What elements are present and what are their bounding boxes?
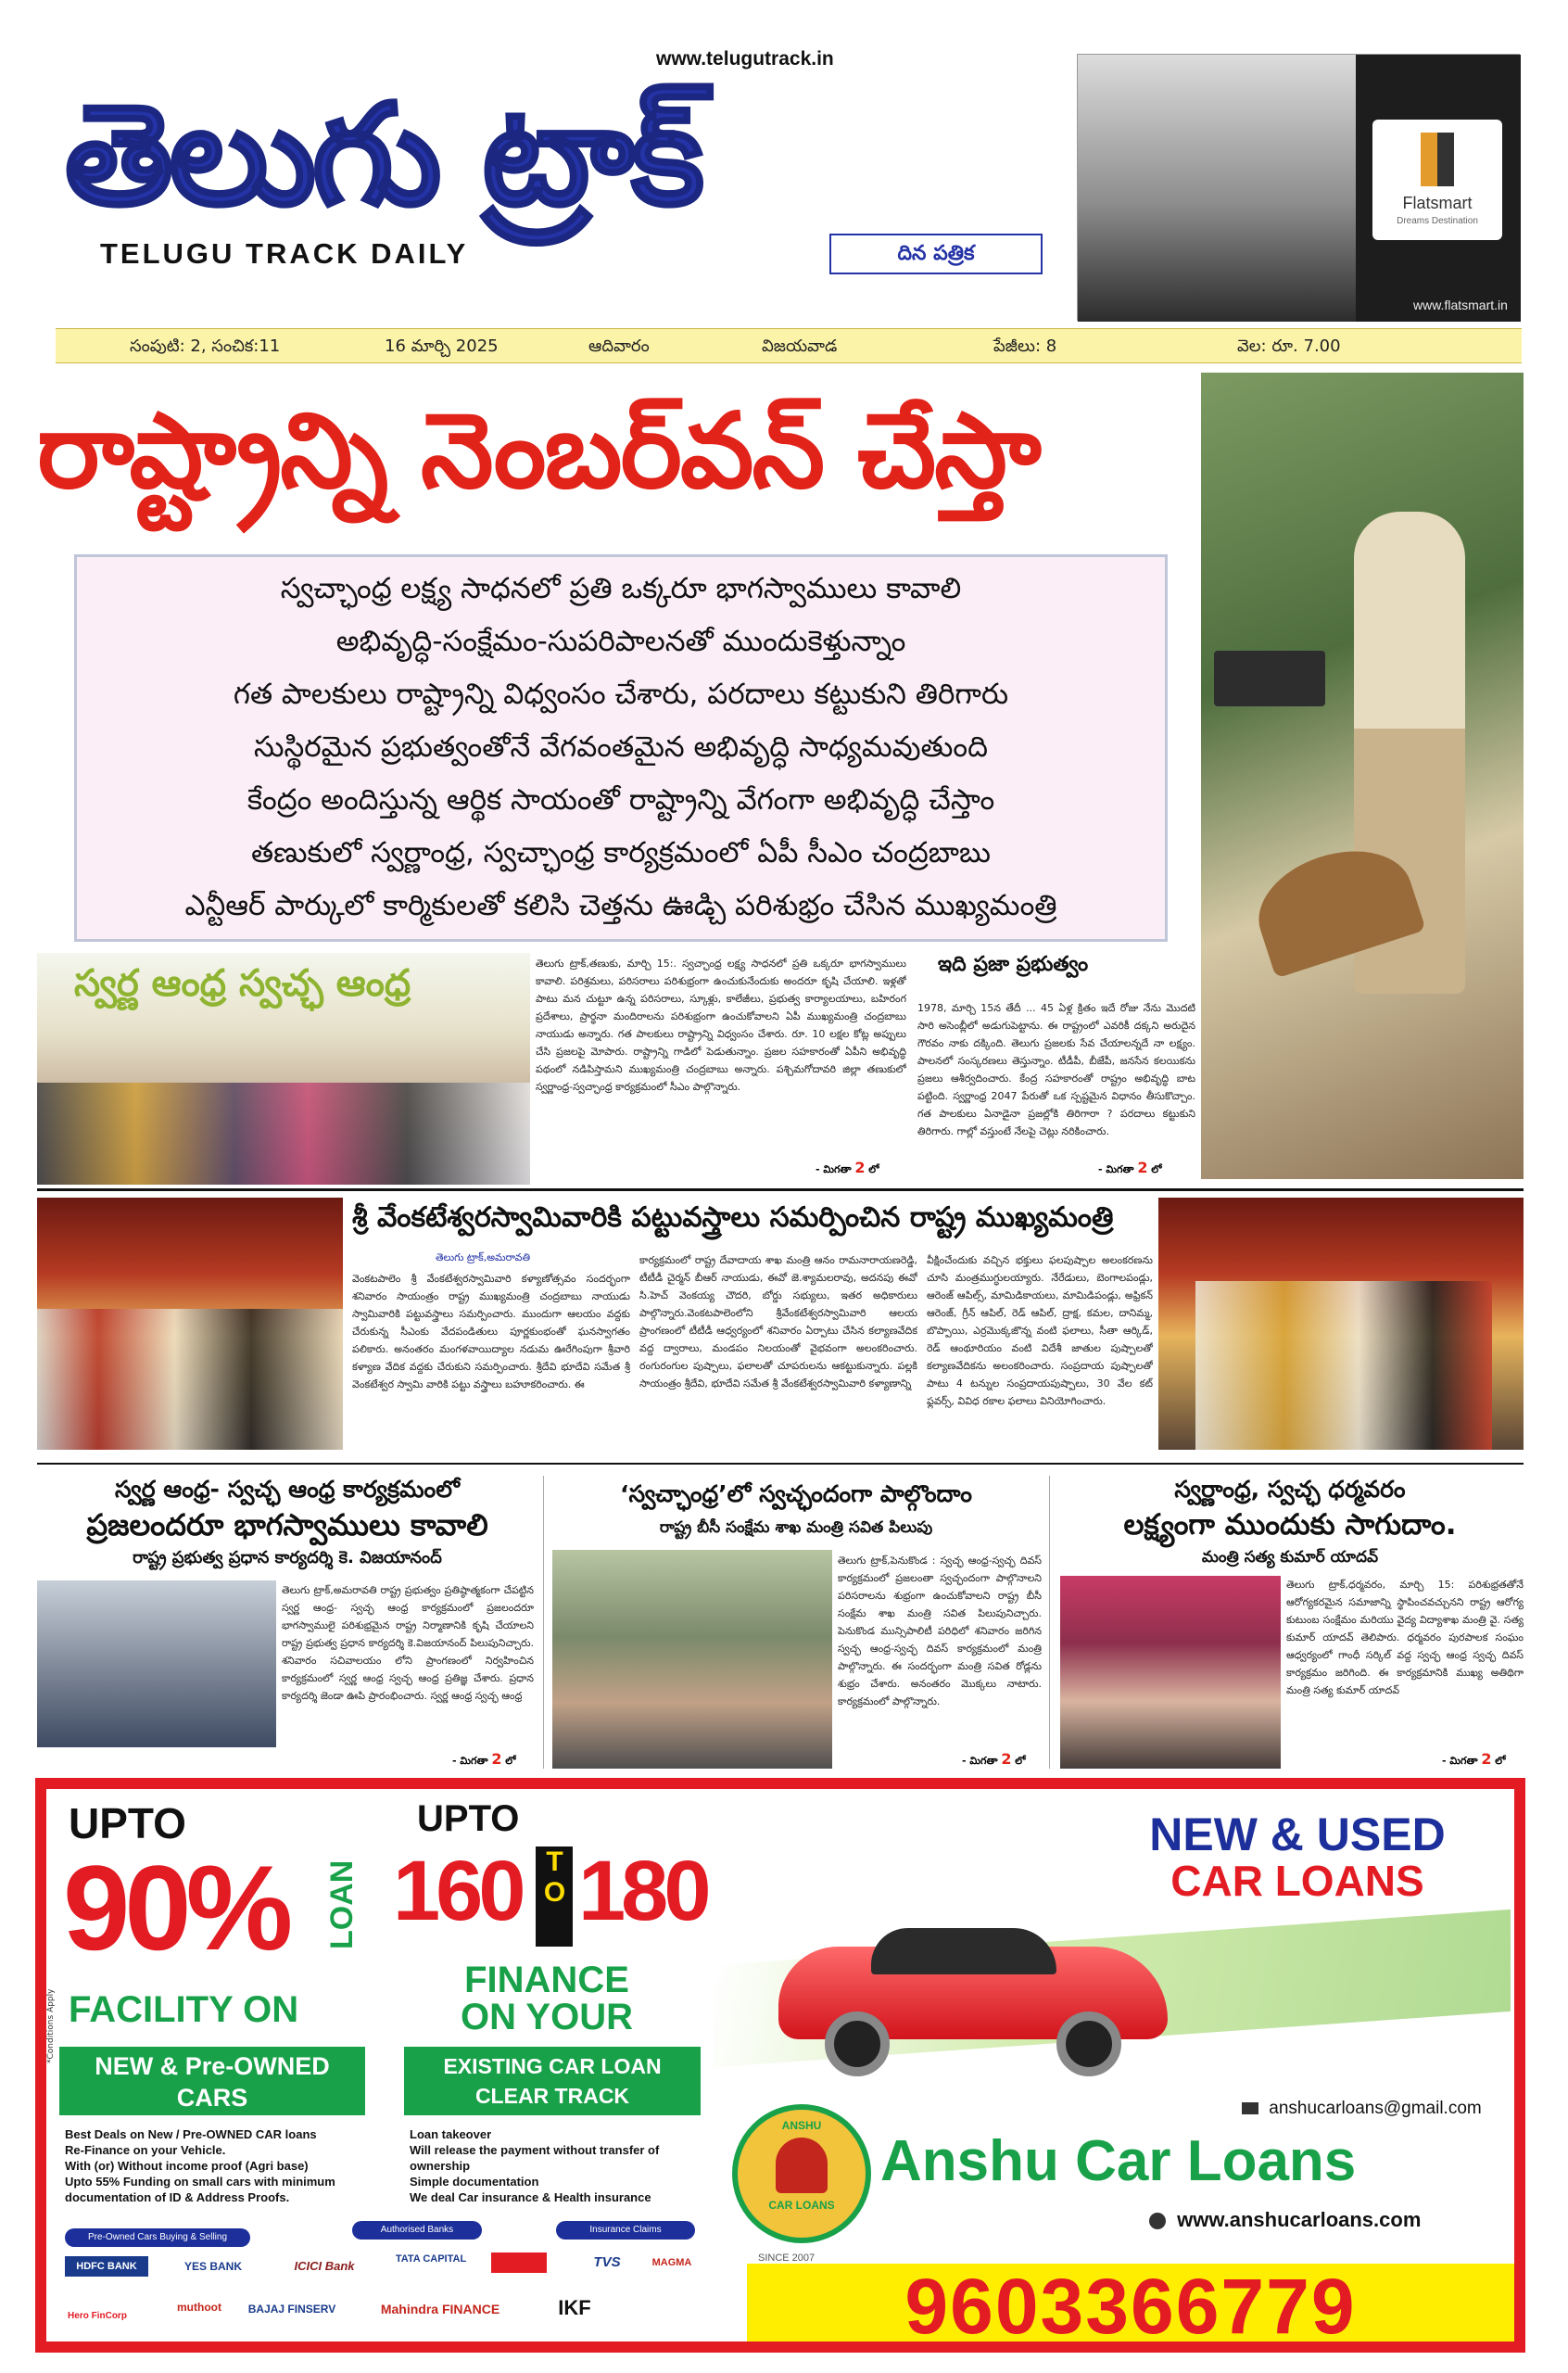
- flatsmart-ad[interactable]: [1077, 54, 1520, 321]
- side-title: ఇది ప్రజా ప్రభుత్వం: [938, 953, 1089, 976]
- since-label: SINCE 2007: [758, 2252, 816, 2264]
- story-3-headline: [1056, 1474, 1524, 1570]
- tab-insurance: Insurance Claims: [556, 2221, 695, 2240]
- brand-name: Anshu Car Loans: [880, 2129, 1357, 2193]
- tab-banks: Authorised Banks: [352, 2221, 482, 2240]
- bullet-item: Best Deals on New / Pre-OWNED CAR loans: [65, 2127, 317, 2141]
- lead-point: గత పాలకులు రాష్ట్రాన్ని విధ్వంసం చేశారు, పరదాలు కట్టుకుని తిరిగారు: [233, 678, 1009, 711]
- info-date: 16 మార్చి 2025: [385, 336, 499, 356]
- lead-point: కేంద్రం అందిస్తున్న ఆర్థిక సాయంతో రాష్ట్రాన్ని వేగంగా అభివృద్ధి చేస్తాం: [247, 783, 995, 817]
- flatsmart-url[interactable]: www.flatsmart.in: [1413, 298, 1508, 312]
- story-1-sub: రాష్ట్ర ప్రభుత్వ ప్రధాన కార్యదర్శి కె. విజయానంద్: [133, 1548, 442, 1567]
- lead-point: అభివృద్ధి-సంక్షేమం-సుపరిపాలనతో ముందుకెళ్తున్నాం: [335, 625, 906, 658]
- bullet-item: Upto 55% Funding on small cars with minimum documentation of ID & Address Proofs.: [65, 2175, 335, 2204]
- seal-bottom: CAR LOANS: [768, 2199, 835, 2212]
- mid-bullets: [410, 2126, 688, 2205]
- bullet-item: Will release the payment without transfer of ownership: [410, 2143, 660, 2173]
- left-bullets: [65, 2126, 371, 2205]
- email[interactable]: [1242, 2099, 1482, 2119]
- temple-col-1: వెంకటపాలెం శ్రీ వేంకటేశ్వరస్వామివారి కళ్యాణోత్సవం సందర్భంగా శనివారం సాయంత్రం రాష్ట్ర ముఖ్యమంత్రి చంద్రబాబు నాయుడు స్వామివారికి పట్టువస్త్రాలు సమర్పించారు. ముందుగా ఆలయం వద్దకు చేరుకున్న సీఎంకు వేదపండితులు పూర్ణకుంభంతో ఘనస్వాగతం పలికారు. అనంతరం మంగళవాయిద్యాల నడుమ ఊరేగింపుగా శ్రీవారి కళ్యాణ వేదిక వద్దకు చేరుకుని సమర్పించారు. శ్రీదేవి భూదేవి సమేత శ్రీ వెంకటేశ్వర స్వామి వారికి పట్టు వస్త్రాలు బహూకరించారు. ఈ: [352, 1273, 630, 1390]
- info-bar: [56, 328, 1522, 363]
- building-icon: [1421, 133, 1454, 186]
- website[interactable]: [1149, 2208, 1421, 2232]
- story-3-sub: మంత్రి సత్య కుమార్ యాదవ్: [1201, 1548, 1379, 1567]
- info-pages: పేజీలు: 8: [993, 336, 1057, 356]
- partner-logo: ICICI Bank: [294, 2259, 355, 2273]
- seal-top: ANSHU: [781, 2119, 822, 2132]
- priests-shape: [1195, 1281, 1492, 1450]
- story-1-more[interactable]: - మిగతా 2 లో: [452, 1750, 516, 1768]
- lead-body: తెలుగు ట్రాక్,తణుకు, మార్చి 15:. స్వచ్ఛాంధ్ర లక్ష్య సాధనలో ప్రతి ఒక్కరూ భాగస్వాములు కావాలి. పరిశ్రమలు, పరిసరాలు పరిశుభ్రంగా ఉంచుకునేందుకు అందరూ కృషి చేయాలి. ఇళ్లతో పాటు మన చుట్టూ ఉన్న పరిసరాలు, స్కూళ్లు, కాలేజీలు, ప్రభుత్వ కార్యాలయాలు, బహిరంగ ప్రదేశాలు, ప్రార్థనా మందిరాలను పరిశుభ్రంగా ఉంచుకోవాలని ఏపీ ముఖ్యమంత్రి చంద్రబాబు నాయుడు అన్నారు. గత పాలకులు రాష్ట్రాన్ని విధ్వంసం చేశారు. రూ. 10 లక్షల కోట్ల అప్పులు చేసి ప్రజలపై మోపారు. రాష్ట్రాన్ని గాడిలో పెడుతున్నాం. ప్రజల సహకారంతో ఏపీని అభివృద్ధి పథంలో నడిపిస్తామని ముఖ్యమంత్రి చంద్రబాబు అన్నారు. పశ్చిమగోదావరి జిల్లా తణుకులో స్వర్ణాంధ్ర-స్వచ్ఛాంధ్ర కార్యక్రమంలో సీఎం పాల్గొన్నారు.: [536, 958, 906, 1093]
- temple-headline: శ్రీ వేంకటేశ్వరస్వామివారికి పట్టువస్త్రాలు సమర్పించిన రాష్ట్ర ముఖ్యమంత్రి: [352, 1201, 1114, 1234]
- story-2-headline: [550, 1474, 1042, 1541]
- temple-photo-left: [37, 1198, 343, 1450]
- email-text: anshucarloans@gmail.com: [1269, 2099, 1482, 2118]
- story-2-more[interactable]: - మిగతా 2 లో: [962, 1750, 1026, 1768]
- range-to: TO: [539, 1846, 570, 1908]
- partner-logo: IKF: [558, 2296, 591, 2319]
- bullet-item: Simple documentation: [410, 2175, 539, 2189]
- bullet-item: Loan takeover: [410, 2127, 492, 2141]
- bullet-item: We deal Car insurance & Health insurance: [410, 2190, 651, 2204]
- partner-logo-red: [491, 2252, 547, 2273]
- stage-crowd: [37, 1083, 530, 1185]
- story-3-more[interactable]: - మిగతా 2 లో: [1442, 1750, 1506, 1768]
- partner-logo: HDFC BANK: [65, 2256, 148, 2277]
- story-1-line-1: స్వర్ణ ఆంధ్ర- స్వచ్ఛ ఆంధ్ర కార్యక్రమంలో: [115, 1476, 460, 1503]
- partner-logo: TVS: [593, 2254, 621, 2270]
- info-day: ఆదివారం: [588, 336, 650, 356]
- story-2-photo: [552, 1550, 832, 1769]
- cm-sweeping-photo: [1201, 373, 1524, 1179]
- info-volume: సంపుటి: 2, సంచిక:11: [130, 336, 281, 356]
- phone-box[interactable]: [747, 2264, 1514, 2349]
- flatsmart-brand: Flatsmart: [1402, 194, 1473, 212]
- column-rule: [543, 1476, 544, 1769]
- temple-col-2: కార్యక్రమంలో రాష్ట్ర దేవాదాయ శాఖ మంత్రి ఆనం రామనారాయణరెడ్డి, టీటీడీ చైర్మన్ బీఆర్ నాయుడు, ఈవో జె.శ్యామలరావు, అదనపు ఈవో సి.హెచ్ వెంకయ్య చౌదరి, బోర్డు సభ్యులు, ఇతర అధికారులు పాల్గొన్నారు.వెంకటపాలెంలోని శ్రీవేంకటేశ్వరస్వామివారి ఆలయ ప్రాంగణంలో టీటీడీ ఆధ్వర్యంలో శనివారం ఏర్పాటు చేసిన కల్యాణవేదిక వద్ద ద్వారాలు, మండపం నిలయంతో వైభవంగా అలంకరించారు. రంగురంగుల పుష్పాలు, ఫలాలతో చూపరులను ఆకట్టుకున్నారు. పల్లకి సాయంత్రం శ్రీదేవి, భూదేవి సమేత శ్రీ వేంకటేశ్వరస్వామివారి కళ్యాణాన్ని: [639, 1254, 917, 1390]
- mail-icon: [1242, 2102, 1258, 2114]
- divider: [37, 1188, 1524, 1191]
- info-city: విజయవాడ: [762, 336, 838, 356]
- temple-photo-right: [1158, 1198, 1524, 1450]
- story-1-headline: [37, 1474, 537, 1572]
- bullet-item: Re-Finance on your Vehicle.: [65, 2143, 226, 2157]
- ninety-percent: 90%: [63, 1840, 288, 1975]
- website-text: www.anshucarloans.com: [1177, 2208, 1422, 2231]
- new-preowned-box: NEW & Pre-OWNED CARS: [59, 2047, 365, 2115]
- stage-banner: స్వర్ణ ఆంధ్ర స్వచ్ఛ ఆంధ్ర: [74, 962, 411, 1005]
- stage-event-photo: [37, 953, 530, 1185]
- partner-logo: TATA CAPITAL: [395, 2253, 467, 2265]
- partner-logo: YES BANK: [183, 2260, 242, 2273]
- partner-logo: MAGMA: [651, 2257, 692, 2268]
- car-loans-heading: CAR LOANS: [1170, 1857, 1424, 1905]
- story-3-line-1: స్వర్ణాంధ్ర, స్వచ్ఛ ధర్మవరం: [1174, 1476, 1406, 1503]
- car-loan-ad[interactable]: [35, 1778, 1525, 2353]
- info-price: వెల: రూ. 7.00: [1237, 336, 1341, 356]
- lead-point: స్వచ్ఛాంధ్ర లక్ష్య సాధనలో ప్రతి ఒక్కరూ భాగస్వాములు కావాలి: [280, 572, 962, 605]
- tab-preowned: Pre-Owned Cars Buying & Selling: [65, 2228, 250, 2247]
- lead-headline: రాష్ట్రాన్ని నెంబర్‌వన్ చేస్తా: [37, 391, 1040, 512]
- masthead: [0, 0, 1568, 324]
- seal-emblem-icon: [776, 2138, 828, 2193]
- story-3-body: తెలుగు ట్రాక్,ధర్మవరం, మార్చి 15: పరిశుభ్రతతోనే ఆరోగ్యకరమైన సమాజాన్ని స్థాపించవచ్చునని రాష్ట్ర ఆరోగ్య కుటుంబ సంక్షేమం మరియు వైద్య విద్యాశాఖ మంత్రి వై. సత్య కుమార్ యాదవ్ తెలిపారు. ధర్మవరం పురపాలక సంఘం ఆధ్వర్యంలో గాంధీ సర్కిల్ వద్ద స్వచ్ఛ ఆంధ్ర స్వచ్ఛ దివస్ కార్యక్రమం జరిగింది. ఈ కార్యక్రమానికి ముఖ్య అతిథిగా మంత్రి సత్య కుమార్ యాదవ్: [1286, 1579, 1524, 1696]
- column-rule: [1049, 1476, 1050, 1769]
- globe-icon: [1149, 2213, 1166, 2229]
- side-more[interactable]: - మిగతా 2 లో: [1098, 1159, 1162, 1176]
- lead-more[interactable]: - మిగతా 2 లో: [816, 1159, 879, 1176]
- car-wheel: [1056, 2011, 1121, 2076]
- masthead-url[interactable]: www.telugutrack.in: [656, 48, 834, 70]
- story-3-photo: [1060, 1576, 1281, 1769]
- lead-points-box: [74, 554, 1168, 942]
- story-3-line-2: లక్ష్యంగా ముందుకు సాగుదాం.: [1123, 1508, 1457, 1542]
- car-image: [760, 1891, 1186, 2076]
- temple-dateline: తెలుగు ట్రాక్,అమరావతి: [436, 1251, 531, 1263]
- car-window: [871, 1928, 1056, 1974]
- phone-number: 9603366779: [904, 2263, 1357, 2350]
- flatsmart-logo-box: [1372, 120, 1502, 240]
- upto-label: UPTO: [69, 1799, 186, 1847]
- partner-logo: Mahindra FINANCE: [380, 2302, 500, 2316]
- existing-loan-box: EXISTING CAR LOAN CLEAR TRACK: [404, 2047, 701, 2115]
- divider: [37, 1463, 1524, 1465]
- masthead-tagline: దిన పత్రిక: [829, 234, 1043, 274]
- story-2-sub: రాష్ట్ర బీసీ సంక్షేమ శాఖ మంత్రి సవిత పిలుపు: [659, 1518, 933, 1537]
- city-skyline-image: [1078, 55, 1356, 322]
- range-end: 180: [578, 1844, 707, 1938]
- loan-vertical-label: LOAN: [324, 1859, 360, 1950]
- conditions-note: *Conditions Apply: [46, 1988, 56, 2063]
- bench-shape: [1214, 651, 1325, 706]
- masthead-title: తెలుగు ట్రాక్: [65, 75, 701, 236]
- range-to-box: [536, 1846, 573, 1947]
- story-2-line-1: ‘స్వచ్ఛాంధ్ర’లో స్వచ్ఛందంగా పాల్గొందాం: [620, 1480, 972, 1507]
- anshu-seal: [732, 2104, 871, 2243]
- partner-logo: Hero FinCorp: [68, 2311, 127, 2321]
- side-body: 1978, మార్చి 15న తేదీ ... 45 ఏళ్ల క్రితం ఇదే రోజు నేను మొదటి సారి అసెంబ్లీలో అడుగుపెట్టాను. ఈ రాష్ట్రంలో ఎవరికీ దక్కని అరుదైన గౌరవం నాకు దక్కింది. తెలుగు ప్రజలకు సేవ చేయాలన్నదే నా లక్ష్యం. పాలనలో సంస్కరణలు తెస్తున్నాం. టీడీపీ, బీజేపీ, జనసేన కలయికను ప్రజలు ఆశీర్వదించారు. కేంద్ర సహకారంతో రాష్ట్రం అభివృద్ధి బాట పట్టింది. స్వర్ణాంధ్ర 2047 పేరుతో ఒక స్పష్టమైన విధానం తీసుకొచ్చాం. గత పాలకులు ఏనాడైనా ప్రజల్లోకి తిరిగారా ? పరదాలు కట్టుకుని తిరిగారు. గాల్లో వస్తుంటే నేలపై చెట్లు నరికించారు.: [917, 1002, 1195, 1137]
- partner-logo: BAJAJ FINSERV: [247, 2303, 336, 2316]
- masthead-english-name: TELUGU TRACK DAILY: [100, 237, 469, 270]
- story-1-line-2: ప్రజలందరూ భాగస్వాములు కావాలి: [86, 1507, 488, 1542]
- finance-on-your: FINANCE ON YOUR: [461, 1960, 633, 2037]
- partner-logo: muthoot: [177, 2301, 221, 2314]
- bullet-item: With (or) Without income proof (Agri base): [65, 2159, 309, 2173]
- car-wheel: [825, 2011, 890, 2076]
- crowd-shape: [37, 1309, 343, 1450]
- lead-point: సుస్థిరమైన ప్రభుత్వంతోనే వేగవంతమైన అభివృద్ధి సాధ్యమవుతుంది: [253, 730, 989, 764]
- facility-on: FACILITY ON: [69, 1989, 299, 2030]
- new-used-heading: NEW & USED: [1149, 1808, 1446, 1860]
- temple-col-3: వీక్షించేందుకు వచ్చిన భక్తులు ఫలపుష్పాల అలంకరణను చూసి మంత్రముగ్ధులయ్యారు. నేరేడులు, బెంగాలపండ్లు, ఆరెంజ్ ఆపిల్స్, మామిడికాయలు, మామిడిపండ్లు, అఫ్రికన్ ఆరెంజ్, గ్రీన్ ఆపిల్, రెడ్ ఆపిల్, ద్రాక్ష, కమల, దానిమ్మ, బొప్పాయి, ఎర్రమొక్కజొన్న వంటి ఫలాలు, సీతా ఆర్కిడ్, రెడ్ ఆంథూరియం వంటి విదేశీ జాతుల పుష్పాలతో కల్యాణవేదికను అలంకరించారు. సంప్రదాయ పుష్పాలతో పాటు 4 టన్నుల సంప్రదాయపుష్పాలు, 30 వేల కట్ ఫ్లవర్స్, వివిధ రకాల ఫలాలు వినియోగించారు.: [927, 1254, 1153, 1407]
- story-1-photo: [37, 1580, 276, 1747]
- lead-point: తణుకులో స్వర్ణాంధ్ర, స్వచ్ఛాంధ్ర కార్యక్రమంలో ఏపీ సీఎం చంద్రబాబు: [251, 836, 991, 869]
- flatsmart-brand-sub: Dreams Destination: [1397, 216, 1478, 226]
- upto-label-2: UPTO: [417, 1798, 520, 1839]
- lead-point: ఎన్టీఆర్ పార్కులో కార్మికులతో కలిసి చెత్తను ఊడ్చి పరిశుభ్రం చేసిన ముఖ్యమంత్రి: [184, 889, 1057, 922]
- story-2-body: తెలుగు ట్రాక్,పెనుకొండ : స్వచ్ఛ ఆంధ్ర-స్వచ్ఛ దివస్ కార్యక్రమంలో ప్రజలంతా స్వచ్ఛందంగా పాల్గొనాలని పరిసరాలను శుభ్రంగా ఉంచుకోవాలని రాష్ట్ర బీసీ సంక్షేమ శాఖ మంత్రి సవిత పిలుపునిచ్చారు. పెనుకొండ మున్సిపాలిటీ పరిధిలో శనివారం జరిగిన స్వచ్ఛ ఆంధ్ర-స్వచ్ఛ దివస్ కార్యక్రమంలో మంత్రి పాల్గొన్నారు. ఈ సందర్భంగా మంత్రి సవిత రోడ్లను శుభ్రం చేశారు. అనంతరం మొక్కలు నాటారు. కార్యక్రమంలో పాల్గొన్నారు.: [838, 1555, 1042, 1707]
- story-1-body: తెలుగు ట్రాక్,అమరావతి రాష్ట్ర ప్రభుత్వం ప్రతిష్ఠాత్మకంగా చేపట్టిన స్వర్ణ ఆంధ్ర- స్వచ్ఛ ఆంధ్ర కార్యక్రమంలో ప్రజలందరూ భాగస్వాములై పరిశుభ్రమైన రాష్ట్ర నిర్మాణానికి కృషి చేయాలని రాష్ట్ర ప్రభుత్వ ప్రధాన కార్యదర్శి కె.విజయానంద్ పిలుపునిచ్చారు. శనివారం సచివాలయం లోని ప్రాంగణంలో నిర్వహించిన కార్యక్రమంలో స్వర్ణ ఆంధ్ర స్వచ్ఛ ఆంధ్ర ప్రతిజ్ఞ చేశారు. ప్రధాన కార్యదర్శి జెండా ఊపి ప్రారంభించారు. స్వర్ణ ఆంధ్ర స్వచ్ఛ ఆంధ్ర: [282, 1584, 534, 1702]
- range-start: 160: [393, 1844, 522, 1938]
